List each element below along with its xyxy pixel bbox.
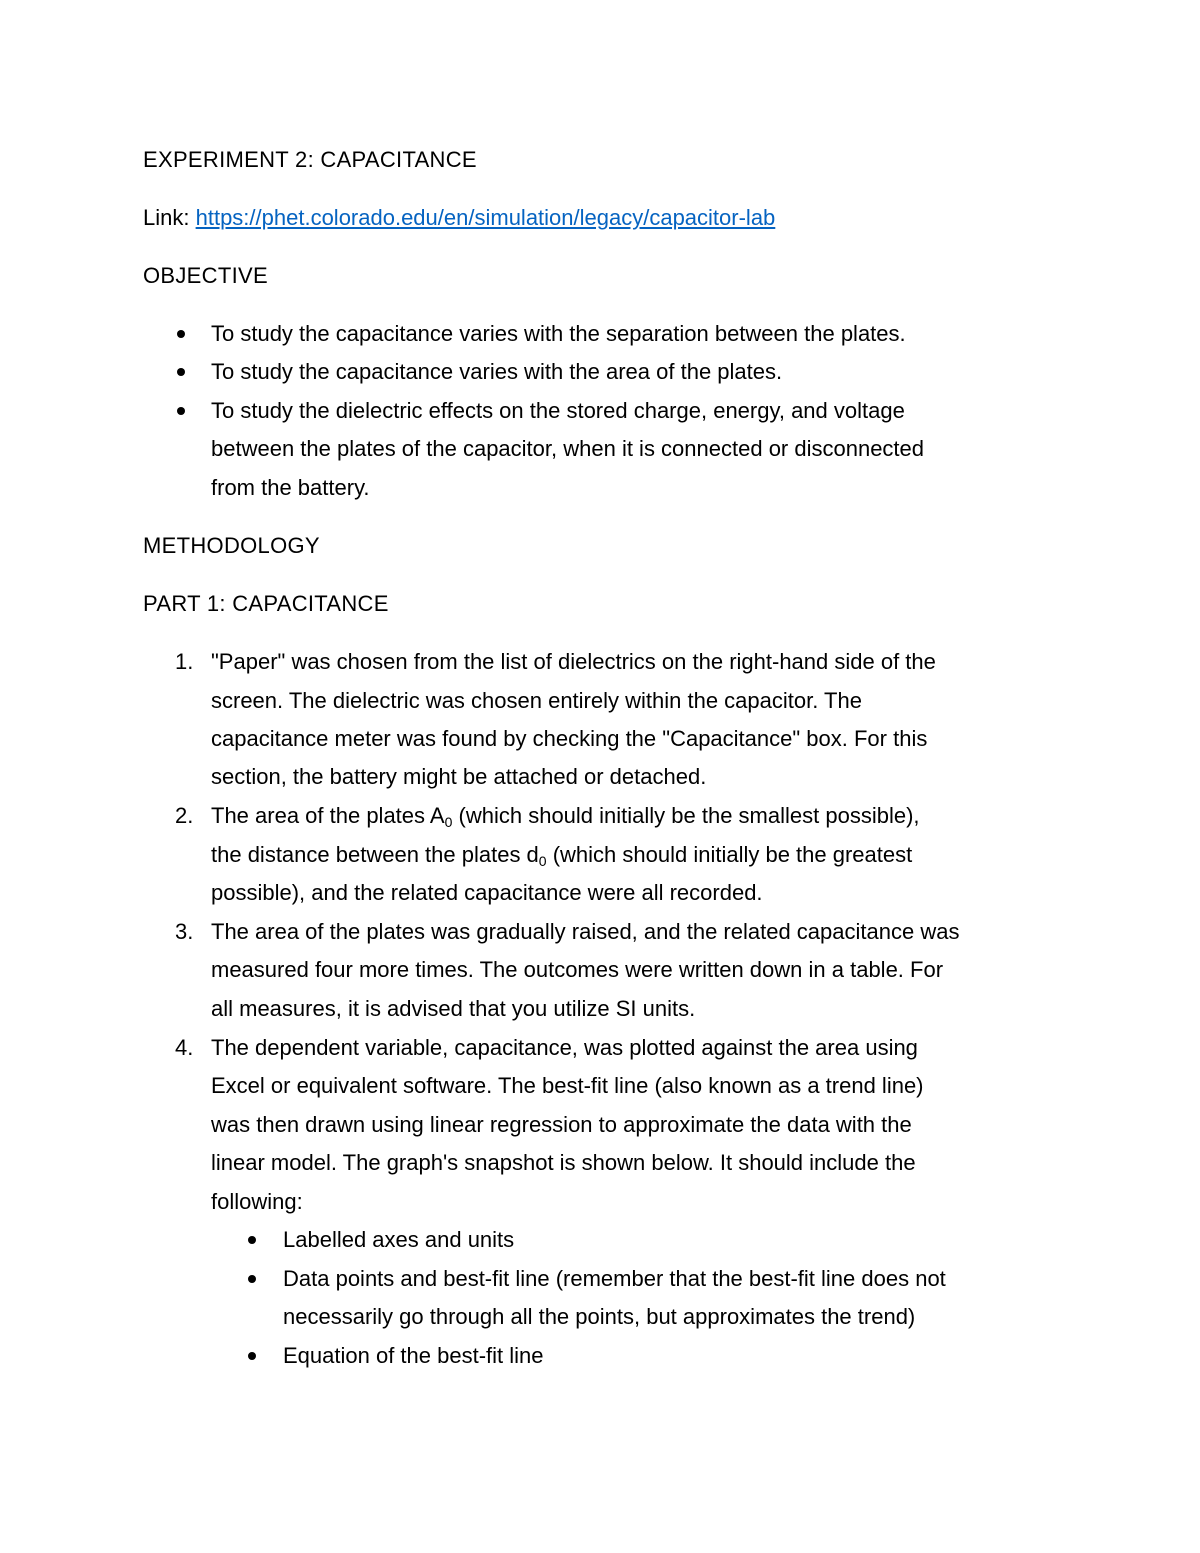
step-3-line-2: measured four more times. The outcomes were written down in a table. For [211, 957, 944, 982]
objective-heading: OBJECTIVE [143, 263, 268, 288]
step-4-line-5: following: [211, 1189, 303, 1214]
simulation-link[interactable]: https://phet.colorado.edu/en/simulation/legacy/capacitor-lab [195, 205, 776, 230]
step-3-line-3: all measures, it is advised that you utilize SI units. [211, 996, 696, 1021]
link-label: Link: [143, 205, 190, 230]
bullet-icon [248, 1275, 256, 1283]
step-1-line-3: capacitance meter was found by checking the "Capacitance" box. For this [211, 726, 928, 751]
step-4-line-2: Excel or equivalent software. The best-fit line (also known as a trend line) [211, 1073, 924, 1098]
document-title: EXPERIMENT 2: CAPACITANCE [143, 147, 477, 172]
sub-item-3: Equation of the best-fit line [283, 1343, 544, 1368]
step-number: 4. [175, 1035, 194, 1060]
step-2-line-1: The area of the plates $A_0$ (which should initially be the smallest possible), [211, 803, 920, 830]
step-1-line-1: "Paper" was chosen from the list of dielectrics on the right-hand side of the [211, 649, 936, 674]
objective-item-3-line-1: To study the dielectric effects on the stored charge, energy, and voltage [211, 398, 905, 423]
step-number: 1. [175, 649, 194, 674]
sub-item-2-line-2: necessarily go through all the points, but approximates the trend) [283, 1304, 916, 1329]
step-1-line-4: section, the battery might be attached or detached. [211, 764, 707, 789]
sub-item-1: Labelled axes and units [283, 1227, 515, 1252]
step-4-line-4: linear model. The graph's snapshot is shown below. It should include the [211, 1150, 916, 1175]
step-3-line-1: The area of the plates was gradually raised, and the related capacitance was [211, 919, 960, 944]
step-4-line-1: The dependent variable, capacitance, was plotted against the area using [211, 1035, 918, 1060]
bullet-icon [177, 407, 185, 415]
step-2-line-2: the distance between the plates $d_0$ (which should initially be the greatest [211, 842, 913, 869]
part1-heading: PART 1: CAPACITANCE [143, 591, 389, 616]
bullet-icon [177, 368, 185, 376]
objective-item-1: To study the capacitance varies with the separation between the plates. [211, 321, 906, 346]
step-number: 2. [175, 803, 194, 828]
link-line [143, 204, 775, 232]
methodology-heading: METHODOLOGY [143, 533, 320, 558]
step-number: 3. [175, 919, 194, 944]
objective-item-2: To study the capacitance varies with the area of the plates. [211, 359, 783, 384]
objective-item-3-line-3: from the battery. [211, 475, 370, 500]
step-2-line-3: possible), and the related capacitance were all recorded. [211, 880, 763, 905]
step-1-line-2: screen. The dielectric was chosen entirely within the capacitor. The [211, 688, 862, 713]
bullet-icon [248, 1236, 256, 1244]
bullet-icon [177, 330, 185, 338]
objective-item-3-line-2: between the plates of the capacitor, when it is connected or disconnected [211, 436, 925, 461]
bullet-icon [248, 1352, 256, 1360]
sub-item-2-line-1: Data points and best-fit line (remember that the best-fit line does not [283, 1266, 946, 1291]
step-4-line-3: was then drawn using linear regression to approximate the data with the [211, 1112, 912, 1137]
